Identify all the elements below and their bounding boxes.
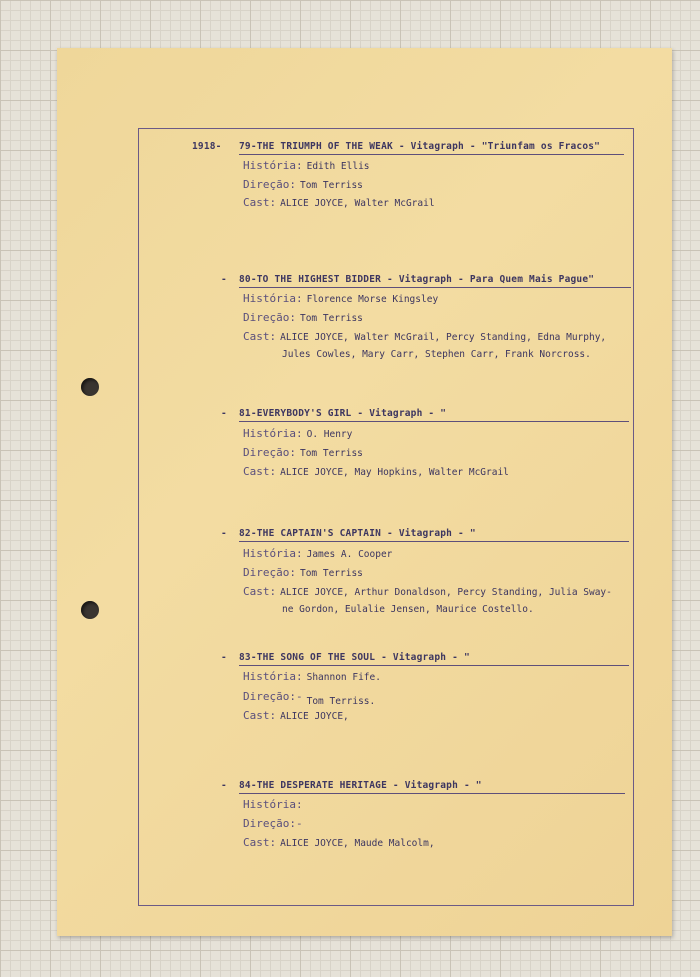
direcao-value: Tom Terriss: [299, 180, 363, 191]
direcao-label: Direção:: [243, 446, 296, 459]
cast-label: Cast:: [243, 709, 277, 722]
historia-value: Florence Morse Kingsley: [306, 294, 439, 305]
title-underline: [239, 154, 624, 155]
entry-year: 1918-: [192, 141, 222, 152]
direcao-line: [243, 178, 363, 191]
cast-value: ALICE JOYCE, Arthur Donaldson, Percy Standing, Julia Sway-: [280, 587, 612, 598]
entry-title: 79-THE TRIUMPH OF THE WEAK - Vitagraph - "Triunfam os Fracos": [239, 141, 601, 152]
title-underline: [239, 541, 629, 542]
cast-line: [243, 836, 435, 849]
direcao-value: Tom Terriss: [299, 568, 363, 579]
direcao-line: [243, 311, 363, 324]
historia-label: História:: [243, 670, 303, 683]
historia-line: [243, 547, 392, 560]
direcao-value: Tom Terriss: [299, 313, 363, 324]
historia-label: História:: [243, 547, 303, 560]
entry-prefix: -: [221, 780, 227, 791]
entry-prefix: -: [221, 652, 227, 663]
direcao-label: Direção:: [243, 566, 296, 579]
historia-line: [243, 427, 352, 440]
cast-continuation: Jules Cowles, Mary Carr, Stephen Carr, Frank Norcross.: [282, 349, 591, 360]
direcao-label: Direção:-: [243, 690, 303, 703]
title-underline: [239, 421, 629, 422]
cast-line: [243, 196, 435, 209]
direcao-line: [243, 690, 376, 707]
historia-label: História:: [243, 798, 303, 811]
cast-value: ALICE JOYCE,: [280, 711, 349, 722]
punch-hole-top: [81, 378, 99, 396]
punch-hole-bottom: [81, 601, 99, 619]
direcao-label: Direção:: [243, 178, 296, 191]
historia-line: [243, 798, 307, 811]
title-underline: [239, 287, 631, 288]
cast-value: ALICE JOYCE, Walter McGrail, Percy Standing, Edna Murphy,: [280, 332, 607, 343]
cast-value: ALICE JOYCE, Maude Malcolm,: [280, 838, 435, 849]
direcao-line: [243, 817, 307, 830]
entry-prefix: [192, 141, 222, 152]
cast-continuation: ne Gordon, Eulalie Jensen, Maurice Costello.: [282, 604, 534, 615]
direcao-value: Tom Terriss.: [306, 696, 376, 707]
cast-label: Cast:: [243, 196, 277, 209]
typed-sheet: [57, 48, 672, 936]
direcao-line: [243, 446, 363, 459]
entry-prefix: -: [221, 528, 227, 539]
historia-label: História:: [243, 292, 303, 305]
historia-line: [243, 670, 381, 683]
direcao-label: Direção:: [243, 311, 296, 324]
historia-line: [243, 292, 438, 305]
historia-value: Edith Ellis: [306, 161, 370, 172]
historia-label: História:: [243, 427, 303, 440]
historia-value: O. Henry: [306, 429, 353, 440]
direcao-line: [243, 566, 363, 579]
cast-label: Cast:: [243, 330, 277, 343]
title-underline: [239, 665, 629, 666]
cast-value: ALICE JOYCE, Walter McGrail: [280, 198, 435, 209]
entry-title: 83-THE SONG OF THE SOUL - Vitagraph - ": [239, 652, 470, 663]
cast-line: [243, 465, 509, 478]
cast-line: [243, 330, 606, 343]
historia-value: James A. Cooper: [306, 549, 393, 560]
title-underline: [239, 793, 625, 794]
cast-label: Cast:: [243, 585, 277, 598]
direcao-value: Tom Terriss: [299, 448, 363, 459]
direcao-label: Direção:-: [243, 817, 303, 830]
cast-label: Cast:: [243, 465, 277, 478]
entry-title: 81-EVERYBODY'S GIRL - Vitagraph - ": [239, 408, 447, 419]
entry-title: 80-TO THE HIGHEST BIDDER - Vitagraph - Para Quem Mais Pague": [239, 274, 595, 285]
historia-label: História:: [243, 159, 303, 172]
cast-value: ALICE JOYCE, May Hopkins, Walter McGrail: [280, 467, 509, 478]
historia-line: [243, 159, 370, 172]
entry-prefix: -: [221, 408, 227, 419]
cast-label: Cast:: [243, 836, 277, 849]
historia-value: Shannon Fife.: [306, 672, 381, 683]
cast-line: [243, 709, 349, 722]
entry-prefix: -: [221, 274, 227, 285]
entry-title: 82-THE CAPTAIN'S CAPTAIN - Vitagraph - ": [239, 528, 476, 539]
cast-line: [243, 585, 612, 598]
entry-title: 84-THE DESPERATE HERITAGE - Vitagraph - ": [239, 780, 482, 791]
